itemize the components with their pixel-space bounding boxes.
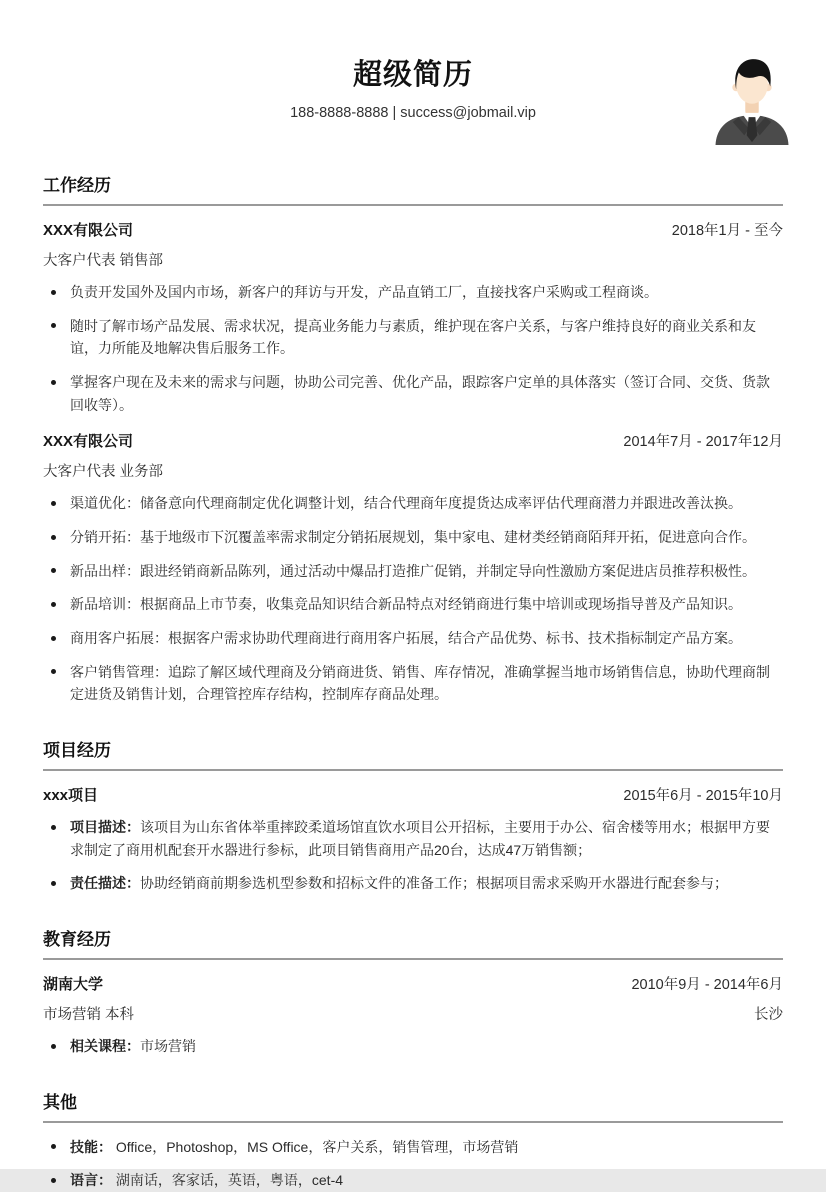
resume-header [43, 52, 783, 121]
school-name: 湖南大学 [43, 976, 104, 994]
entry-head [43, 784, 783, 805]
entry-date: 2018年1月 - 至今 [671, 223, 783, 239]
education-date: 2010年9月 - 2014年6月 [631, 977, 783, 994]
section-education [43, 925, 783, 1058]
bullet-list [43, 492, 783, 706]
bullet-item: 分销开拓：基于地级市下沉覆盖率需求制定分销拓展规划，集中家电、建材类经销商陌拜开拓，促进意向合作。 [43, 526, 783, 549]
education-major: 市场营销 本科 [43, 1007, 135, 1024]
bullet-item: 客户销售管理：追踪了解区域代理商及分销商进货、销售、库存情况，准确掌握当地市场销售信息，协助代理商制定进货及销售计划，合理管控库存结构，控制库存商品处理。 [43, 661, 783, 706]
project-entry [43, 784, 783, 895]
bullet-list [43, 1136, 783, 1192]
entry-date: 2015年6月 - 2015年10月 [623, 788, 783, 805]
job-entry [43, 430, 783, 706]
work-entries [43, 219, 783, 706]
section-work [43, 171, 783, 706]
bullet-list [43, 1035, 783, 1058]
bullet-item: 渠道优化：储备意向代理商制定优化调整计划，结合代理商年度提货达成率评估代理商潜力并跟进改善汰换。 [43, 492, 783, 515]
job-entry [43, 219, 783, 416]
bullet-item: 项目描述：该项目为山东省体举重摔跤柔道场馆直饮水项目公开招标，主要用于办公、宿舍楼等用水；根据甲方要求制定了商用机配套开水器进行参标，此项目销售商用产品20台，达成47万销售额； [43, 816, 783, 861]
bullet-item: 技能： Office，Photoshop，MS Office，客户关系，销售管理，市场营销 [43, 1136, 783, 1159]
section-other [43, 1088, 783, 1192]
entry-position [43, 460, 783, 481]
bullet-item: 商用客户拓展：根据客户需求协助代理商进行商用客户拓展，结合产品优势、标书、技术指标制定产品方案。 [43, 627, 783, 650]
project-entries [43, 784, 783, 895]
bullet-label: 相关课程： [70, 1038, 140, 1055]
avatar [704, 44, 800, 150]
position-text: 大客户代表 业务部 [43, 464, 164, 481]
bullet-item: 随时了解市场产品发展、需求状况，提高业务能力与素质，维护现在客户关系，与客户维持良好的商业关系和友谊，力所能及地解决售后服务工作。 [43, 315, 783, 360]
bullet-label: 责任描述： [70, 875, 140, 892]
bullet-label: 语言： [70, 1172, 112, 1189]
entry-head [43, 430, 783, 451]
section-project [43, 736, 783, 895]
other-heading: 其他 [43, 1088, 783, 1123]
bullet-list [43, 281, 783, 416]
position-text: 大客户代表 销售部 [43, 253, 164, 269]
entry-title: xxx项目 [43, 787, 99, 805]
bullet-item: 负责开发国外及国内市场，新客户的拜访与开发，产品直销工厂，直接找客户采购或工程商谈。 [43, 281, 783, 304]
entry-title: XXX有限公司 [43, 222, 134, 239]
bullet-label: 项目描述： [70, 819, 140, 836]
bullet-item: 掌握客户现在及未来的需求与问题，协助公司完善、优化产品，跟踪客户定单的具体落实（签订合同、交货、货款回收等）。 [43, 371, 783, 416]
entry-date: 2014年7月 - 2017年12月 [623, 434, 783, 451]
education-heading: 教育经历 [43, 925, 783, 960]
entry-position [43, 249, 783, 270]
education-entry [43, 973, 783, 1058]
project-heading: 项目经历 [43, 736, 783, 771]
bullet-list [43, 816, 783, 895]
bullet-item: 责任描述：协助经销商前期参选机型参数和招标文件的准备工作；根据项目需求采购开水器进行配套参与； [43, 872, 783, 895]
education-location: 长沙 [754, 1007, 783, 1024]
bullet-label: 技能： [70, 1138, 112, 1155]
contact-info: 188-8888-8888 | success@jobmail.vip [290, 105, 536, 121]
bullet-item: 新品培训：根据商品上市节奏，收集竞品知识结合新品特点对经销商进行集中培训或现场指导普及产品知识。 [43, 593, 783, 616]
bullet-item: 语言： 湖南话，客家话，英语，粤语，cet-4 [43, 1169, 783, 1192]
person-icon [704, 44, 800, 150]
page-title: 超级简历 [352, 59, 473, 91]
bullet-item: 相关课程：市场营销 [43, 1035, 783, 1058]
bullet-item: 新品出样：跟进经销商新品陈列，通过活动中爆品打造推广促销，并制定导向性激励方案促进店员推荐积极性。 [43, 560, 783, 583]
entry-head [43, 219, 783, 240]
work-heading: 工作经历 [43, 171, 783, 206]
entry-title: XXX有限公司 [43, 433, 134, 451]
